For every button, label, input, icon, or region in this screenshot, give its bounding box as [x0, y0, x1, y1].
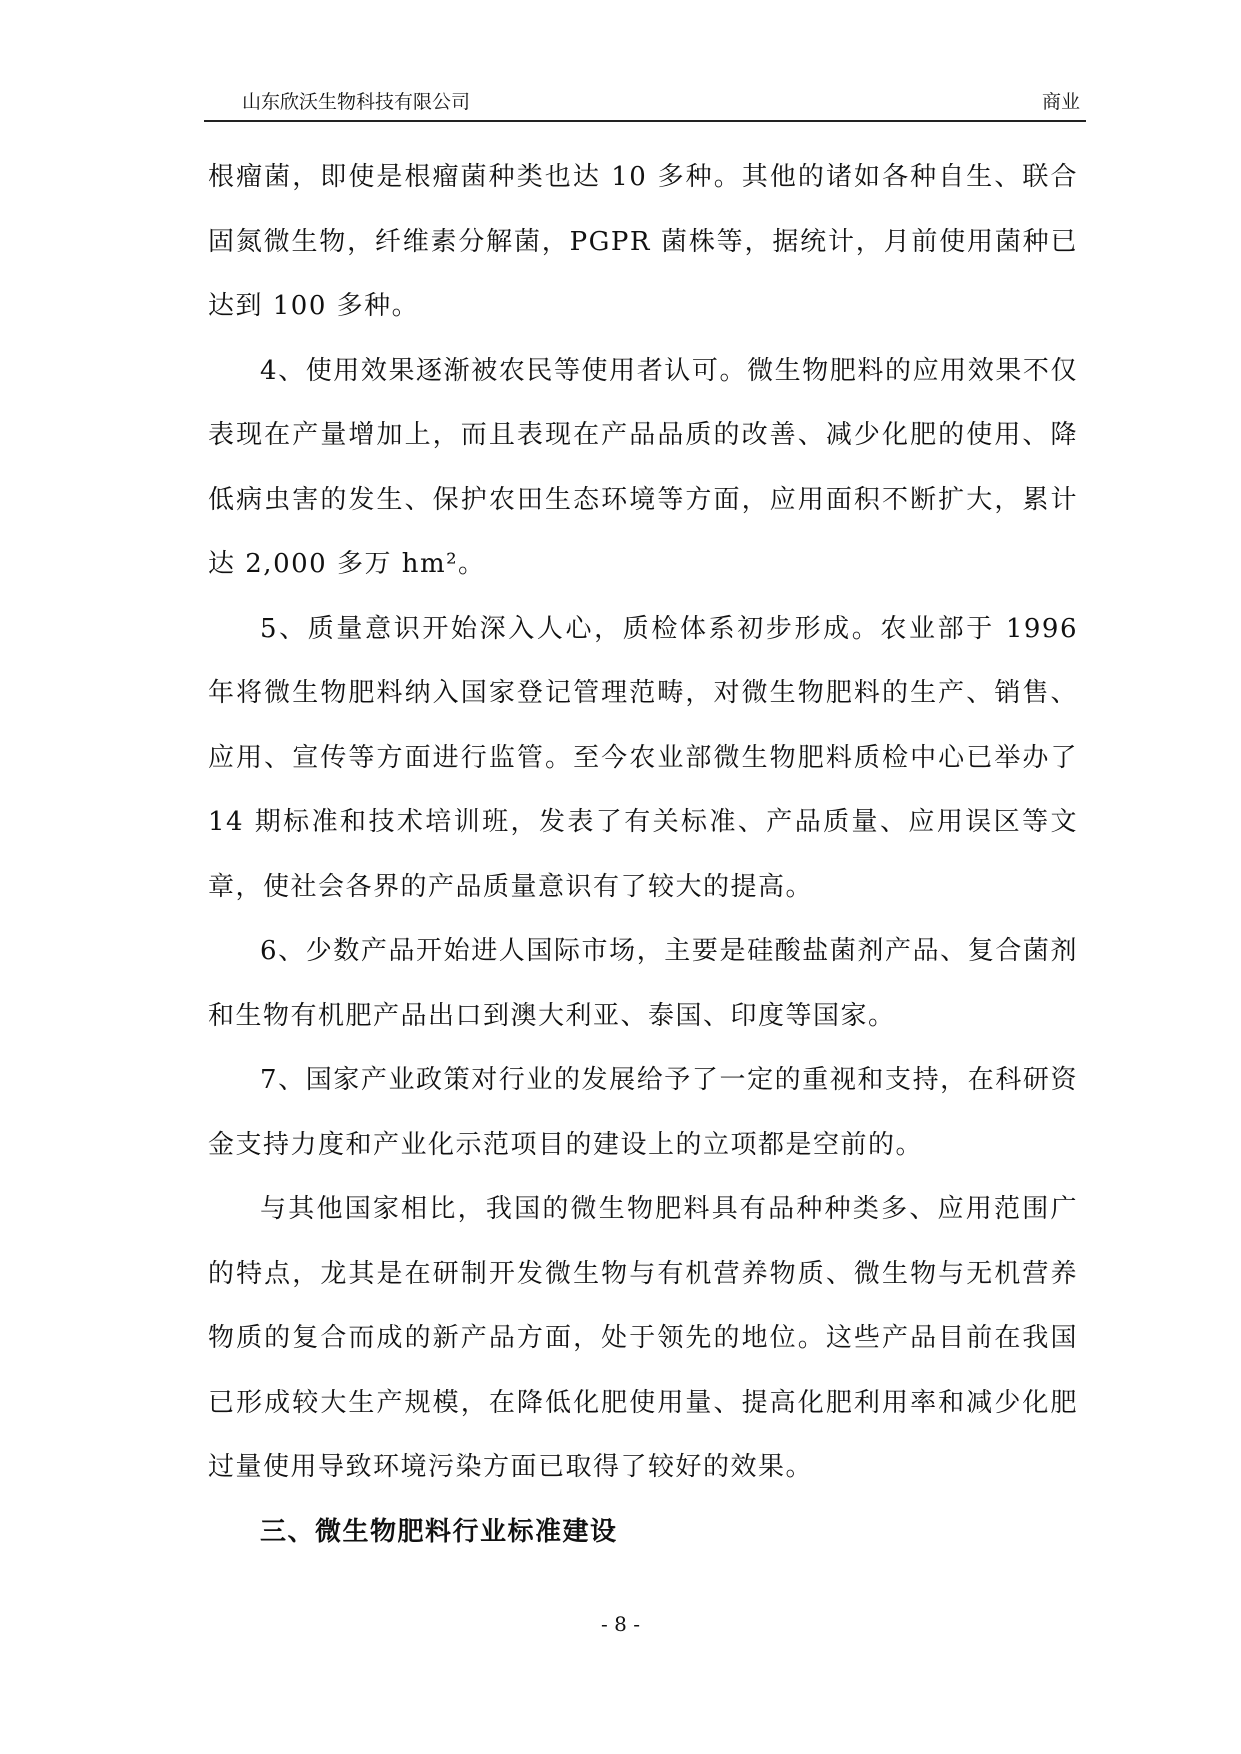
paragraph-item-7: 7、国家产业政策对行业的发展给予了一定的重视和支持，在科研资金支持力度和产业化示范项目的建设上的立项都是空前的。: [208, 1065, 1078, 1160]
header-divider: [204, 120, 1086, 122]
page-header: [204, 84, 1086, 120]
paragraph-comparison: 与其他国家相比，我国的微生物肥料具有品种种类多、应用范围广的特点，龙其是在研制开发微生物与有机营养物质、微生物与无机营养物质的复合而成的新产品方面，处于领先的地位。这些产品目前在我国已形成较大生产规模，在降低化肥使用量、提高化肥利用率和减少化肥过量使用导致环境污染方面已取得了较好的效果。: [208, 1194, 1078, 1482]
paragraph-item-4: 4、使用效果逐渐被农民等使用者认可。微生物肥料的应用效果不仅表现在产量增加上，而且表现在产品品质的改善、减少化肥的使用、降低病虫害的发生、保护农田生态环境等方面，应用面积不断扩大，累计达 2,000 多万 hm²。: [208, 355, 1078, 579]
paragraph-item-5: 5、质量意识开始深入人心，质检体系初步形成。农业部于 1996 年将微生物肥料纳入国家登记管理范畴，对微生物肥料的生产、销售、应用、宣传等方面进行监管。至今农业部微生物肥料质检中心已举办了 14 期标准和技术培训班，发表了有关标准、产品质量、应用误区等文章，使社会各界的产品质量意识有了较大的提高。: [208, 613, 1078, 902]
header-category: 商业: [1041, 91, 1080, 113]
header-company-name: 山东欣沃生物科技有限公司: [242, 91, 471, 113]
page-number: - 8 -: [601, 1612, 640, 1636]
paragraph-continuation: 根瘤菌，即使是根瘤菌种类也达 10 多种。其他的诸如各种自生、联合固氮微生物，纤维素分解菌，PGPR 菌株等，据统计，月前使用菌种已达到 100 多种。: [208, 162, 1078, 321]
paragraph-item-6: 6、少数产品开始进人国际市场，主要是硅酸盐菌剂产品、复合菌剂和生物有机肥产品出口到澳大利亚、泰国、印度等国家。: [208, 936, 1078, 1031]
section-heading: 三、微生物肥料行业标准建设: [260, 1516, 618, 1547]
document-body: [208, 145, 1078, 1564]
